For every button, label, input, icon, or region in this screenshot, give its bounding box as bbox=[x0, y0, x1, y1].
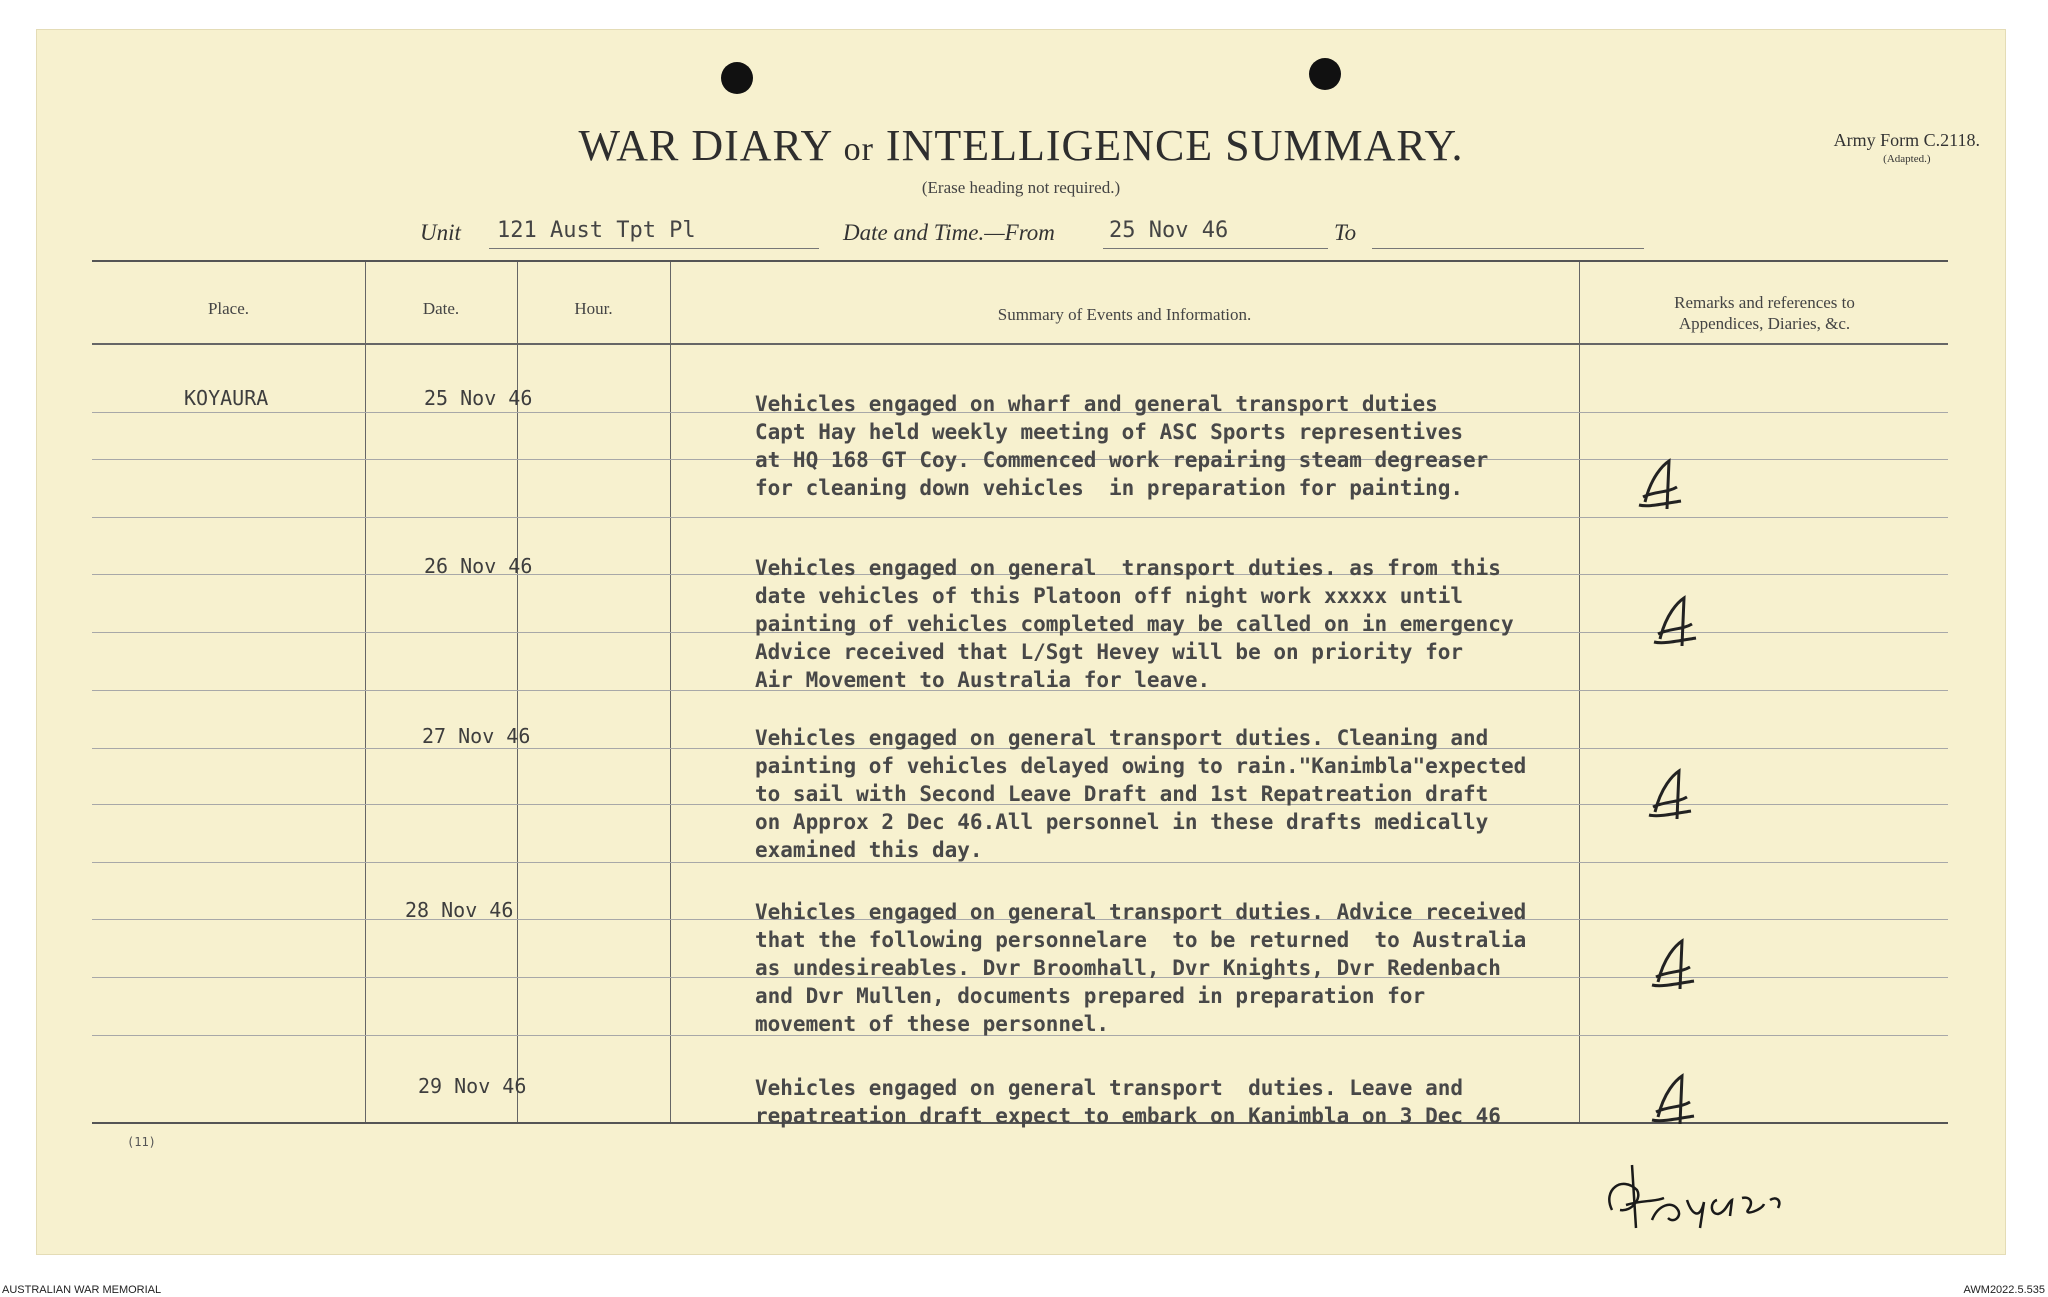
date-time-label: Date and Time.—From bbox=[843, 220, 1055, 245]
punch-hole-left bbox=[721, 62, 753, 94]
entry-text: Vehicles engaged on general transport duties. Advice received that the following personnelare to be returned to Australia as undesireables. Dvr Broomhall, Dvr Knights, Dvr Redenbach and Dvr Mullen, documents prepared in preparation for movement of these personnel. bbox=[755, 900, 1527, 1036]
header-rule bbox=[92, 343, 1948, 345]
unit-underline bbox=[489, 248, 819, 249]
to-label: To bbox=[1334, 220, 1357, 245]
col-divider bbox=[1579, 262, 1580, 1122]
col-head-summary: Summary of Events and Information. bbox=[997, 305, 1252, 324]
to-underline bbox=[1372, 248, 1644, 249]
date-from-value: 25 Nov 46 bbox=[1109, 218, 1229, 243]
unit-label: Unit bbox=[420, 220, 461, 245]
credit-accession: AWM2022.5.535 bbox=[1963, 1284, 2045, 1296]
entry-text: Vehicles engaged on general transport duties. Leave and repatreation draft expect to embark on Kanimbla on 3 Dec 46 bbox=[755, 1076, 1501, 1128]
diary-table bbox=[92, 260, 1948, 1128]
unit-value: 121 Aust Tpt Pl bbox=[497, 218, 696, 243]
col-head-place: Place. bbox=[207, 299, 250, 318]
initial-mark bbox=[1650, 937, 1700, 997]
entry-date: 29 Nov 46 bbox=[418, 1074, 527, 1098]
army-form-label bbox=[1834, 130, 1980, 165]
entry-date: 27 Nov 46 bbox=[422, 724, 531, 748]
entry-date: 25 Nov 46 bbox=[424, 386, 533, 410]
ruled-line bbox=[92, 517, 1948, 518]
form-number: (11) bbox=[127, 1135, 156, 1149]
punch-hole-right bbox=[1309, 58, 1341, 90]
page-title bbox=[37, 120, 2005, 171]
col-divider bbox=[670, 262, 671, 1122]
entry-date: 26 Nov 46 bbox=[424, 554, 533, 578]
army-form-number: Army Form C.2118. bbox=[1833, 130, 1980, 150]
place-koyaura: KOYAURA bbox=[184, 386, 269, 410]
title-or: or bbox=[843, 131, 874, 168]
col-head-date: Date. bbox=[422, 299, 460, 318]
col-divider bbox=[365, 262, 366, 1122]
col-head-remarks: Remarks and references to Appendices, Diaries, &c. bbox=[1674, 293, 1855, 333]
entry-date: 28 Nov 46 bbox=[405, 898, 514, 922]
col-head-hour: Hour. bbox=[574, 299, 613, 318]
date-underline bbox=[1103, 248, 1328, 249]
entry-text: Vehicles engaged on general transport duties. Cleaning and painting of vehicles delayed owing to rain."Kanimbla"expected to sail with Second Leave Draft and 1st Repatreation draft on Approx 2 Dec 46.All personnel in these drafts medically examined this day. bbox=[755, 726, 1527, 862]
signature bbox=[1592, 1150, 1802, 1240]
entry-text: Vehicles engaged on general transport duties. as from this date vehicles of this Platoon off night work xxxxx until painting of vehicles completed may be called on in emergency Advice received that L/Sgt Hevey will be on priority for Air Movement to Australia for leave. bbox=[755, 556, 1514, 692]
initial-mark bbox=[1650, 1072, 1700, 1132]
title-intelligence-summary: INTELLIGENCE SUMMARY. bbox=[885, 121, 1464, 170]
erase-heading-note: (Erase heading not required.) bbox=[921, 178, 1121, 197]
diary-page bbox=[37, 30, 2005, 1254]
credit-source: AUSTRALIAN WAR MEMORIAL bbox=[2, 1284, 162, 1296]
initial-mark bbox=[1652, 594, 1702, 654]
initial-mark bbox=[1637, 457, 1687, 517]
title-war-diary: WAR DIARY bbox=[578, 121, 832, 170]
army-form-adapted: (Adapted.) bbox=[1883, 153, 1931, 165]
entry-text: Vehicles engaged on wharf and general transport duties Capt Hay held weekly meeting of ASC Sports representives at HQ 168 GT Coy. Commenced work repairing steam degreaser for cleaning down vehicles in preparation for painting. bbox=[755, 392, 1489, 500]
initial-mark bbox=[1647, 767, 1697, 827]
